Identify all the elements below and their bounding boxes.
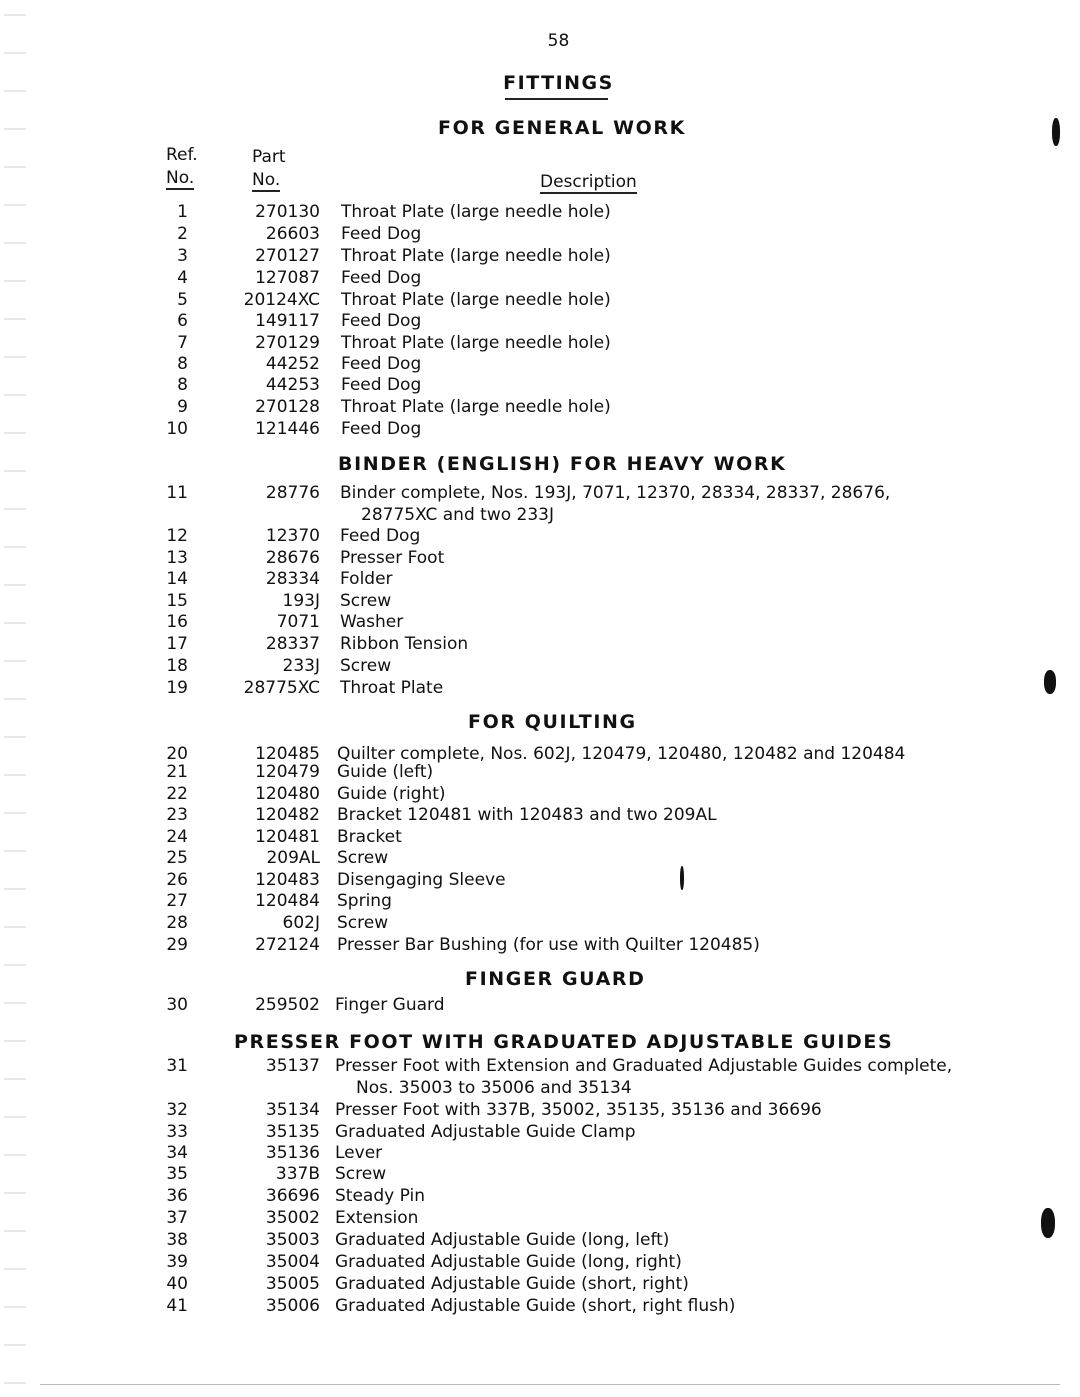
ref-number: 8: [177, 354, 188, 374]
part-description: Throat Plate (large needle hole): [341, 246, 611, 266]
part-description: Graduated Adjustable Guide (short, right): [335, 1274, 689, 1294]
ref-number: 13: [166, 548, 188, 568]
part-description: Presser Foot: [340, 548, 445, 568]
part-description: Screw: [340, 656, 392, 676]
section-heading: FINGER GUARD: [465, 968, 646, 990]
table-row: [0, 1230, 1080, 1252]
table-row-continuation: [0, 1078, 1080, 1100]
ref-number: 28: [166, 913, 188, 933]
part-description: Graduated Adjustable Guide Clamp: [335, 1122, 636, 1142]
part-description: Spring: [337, 891, 392, 911]
table-row: [0, 870, 1080, 892]
ref-number: 27: [166, 891, 188, 911]
ref-number: 9: [177, 397, 188, 417]
table-row: [0, 1100, 1080, 1122]
table-row: [0, 913, 1080, 935]
part-description-continued: 28775XC and two 233J: [361, 505, 554, 525]
part-description: Throat Plate (large needle hole): [341, 202, 611, 222]
ref-number: 26: [166, 870, 188, 890]
part-number: 120479: [255, 762, 320, 782]
part-number: 35006: [265, 1296, 320, 1316]
part-number: 35135: [265, 1122, 320, 1142]
part-number: 44252: [265, 354, 320, 374]
part-description: Throat Plate (large needle hole): [341, 397, 611, 417]
table-row: [0, 333, 1080, 355]
margin-mark: [1041, 1208, 1055, 1238]
table-row: [0, 805, 1080, 827]
ref-number: 6: [177, 311, 188, 331]
part-description: Feed Dog: [340, 526, 421, 546]
ref-number: 2: [177, 224, 188, 244]
ref-number: 39: [166, 1252, 188, 1272]
ref-number: 20: [166, 744, 188, 764]
table-row: [0, 1296, 1080, 1318]
part-number: 121446: [255, 419, 320, 439]
part-description: Presser Foot with Extension and Graduated Adjustable Guides complete,: [335, 1056, 953, 1076]
table-row: [0, 202, 1080, 224]
ref-number: 23: [166, 805, 188, 825]
table-row: [0, 1252, 1080, 1274]
ref-number: 36: [166, 1186, 188, 1206]
part-number: 270129: [255, 333, 320, 353]
ref-number: 4: [177, 268, 188, 288]
ref-number: 24: [166, 827, 188, 847]
part-description: Lever: [335, 1143, 383, 1163]
ref-number: 14: [166, 569, 188, 589]
part-description: Steady Pin: [335, 1186, 425, 1206]
table-row: [0, 548, 1080, 570]
ref-number: 41: [166, 1296, 188, 1316]
table-row: [0, 526, 1080, 548]
part-number: 259502: [255, 995, 320, 1015]
table-row: [0, 290, 1080, 312]
part-description: Bracket: [337, 827, 402, 847]
part-number: 127087: [255, 268, 320, 288]
part-description: Ribbon Tension: [340, 634, 469, 654]
ref-number: 1: [177, 202, 188, 222]
part-number: 120480: [255, 784, 320, 804]
part-description: Screw: [337, 848, 389, 868]
part-number: 120482: [255, 805, 320, 825]
part-number: 270128: [255, 397, 320, 417]
ref-number: 40: [166, 1274, 188, 1294]
table-row: [0, 784, 1080, 806]
part-number: 35137: [265, 1056, 320, 1076]
part-number: 35003: [265, 1230, 320, 1250]
table-row: [0, 848, 1080, 870]
table-row: [0, 656, 1080, 678]
part-description: Presser Bar Bushing (for use with Quilter 120485): [337, 935, 760, 955]
ref-number: 8: [177, 375, 188, 395]
table-row: [0, 268, 1080, 290]
part-description: Guide (right): [337, 784, 446, 804]
part-description-continued: Nos. 35003 to 35006 and 35134: [356, 1078, 632, 1098]
description-header: [540, 172, 637, 194]
ref-number: 3: [177, 246, 188, 266]
table-row: [0, 827, 1080, 849]
ref-number: 21: [166, 762, 188, 782]
table-row: [0, 612, 1080, 634]
part-description: Quilter complete, Nos. 602J, 120479, 120480, 120482 and 120484: [337, 744, 906, 764]
title-underline: [505, 98, 608, 100]
ref-number: 17: [166, 634, 188, 654]
part-description: Bracket 120481 with 120483 and two 209AL: [337, 805, 717, 825]
part-number: 12370: [265, 526, 320, 546]
part-number: 337B: [275, 1164, 320, 1184]
table-row: [0, 1186, 1080, 1208]
part-description: Screw: [340, 591, 392, 611]
section-heading: BINDER (ENGLISH) FOR HEAVY WORK: [338, 453, 787, 475]
part-number: 272124: [255, 935, 320, 955]
part-description: Binder complete, Nos. 193J, 7071, 12370, 28334, 28337, 28676,: [340, 483, 891, 503]
part-description: Feed Dog: [341, 311, 422, 331]
part-number: 28337: [265, 634, 320, 654]
part-number: 35005: [265, 1274, 320, 1294]
table-row: [0, 375, 1080, 397]
ref-header-line2: [166, 168, 194, 190]
part-description: Screw: [337, 913, 389, 933]
margin-mark: [1052, 118, 1060, 146]
description-header-text: Description: [540, 172, 637, 192]
table-row: [0, 354, 1080, 376]
part-number: 270130: [255, 202, 320, 222]
ref-number: 5: [177, 290, 188, 310]
part-header-line2: [252, 170, 280, 192]
ref-number: 16: [166, 612, 188, 632]
part-number: 120484: [255, 891, 320, 911]
ref-number: 18: [166, 656, 188, 676]
part-number: 44253: [265, 375, 320, 395]
part-description: Feed Dog: [341, 375, 422, 395]
ref-number: 32: [166, 1100, 188, 1120]
table-row: [0, 224, 1080, 246]
ref-number: 11: [166, 483, 188, 503]
part-description: Disengaging Sleeve: [337, 870, 506, 890]
part-header-no: No.: [252, 170, 281, 190]
table-row: [0, 591, 1080, 613]
ref-header-line1: Ref.: [166, 145, 198, 165]
part-description: Guide (left): [337, 762, 434, 782]
table-row: [0, 419, 1080, 441]
ref-number: 38: [166, 1230, 188, 1250]
part-description: Graduated Adjustable Guide (long, left): [335, 1230, 670, 1250]
part-description: Feed Dog: [341, 419, 422, 439]
section-heading: FOR GENERAL WORK: [438, 117, 686, 139]
page-title: FITTINGS: [503, 72, 614, 94]
table-row: [0, 762, 1080, 784]
part-number: 602J: [282, 913, 320, 933]
ref-number: 12: [166, 526, 188, 546]
part-number: 120483: [255, 870, 320, 890]
ref-number: 7: [177, 333, 188, 353]
part-number: 120485: [255, 744, 320, 764]
table-row: [0, 1164, 1080, 1186]
table-row: [0, 1208, 1080, 1230]
section-heading: PRESSER FOOT WITH GRADUATED ADJUSTABLE GUIDES: [234, 1031, 894, 1053]
part-description: Throat Plate (large needle hole): [341, 290, 611, 310]
part-description: Washer: [340, 612, 404, 632]
table-row: [0, 1274, 1080, 1296]
part-description: Presser Foot with 337B, 35002, 35135, 35136 and 36696: [335, 1100, 822, 1120]
table-row-continuation: [0, 505, 1080, 527]
part-number: 28676: [265, 548, 320, 568]
part-number: 35136: [265, 1143, 320, 1163]
ref-number: 25: [166, 848, 188, 868]
ref-number: 33: [166, 1122, 188, 1142]
table-row: [0, 1056, 1080, 1078]
ref-header-no: No.: [166, 168, 195, 188]
ref-number: 19: [166, 678, 188, 698]
table-row: [0, 891, 1080, 913]
part-number: 233J: [282, 656, 320, 676]
part-description: Finger Guard: [335, 995, 445, 1015]
table-row: [0, 995, 1080, 1017]
table-row: [0, 678, 1080, 700]
page-number: 58: [547, 31, 570, 51]
footer-scan-line: [40, 1384, 1060, 1385]
table-row: [0, 246, 1080, 268]
table-row: [0, 935, 1080, 957]
part-description: Folder: [340, 569, 393, 589]
part-header-line1: Part: [252, 147, 286, 167]
table-row: [0, 1122, 1080, 1144]
table-row: [0, 634, 1080, 656]
part-number: 28776: [265, 483, 320, 503]
part-description: Throat Plate (large needle hole): [341, 333, 611, 353]
ref-number: 29: [166, 935, 188, 955]
part-number: 28334: [265, 569, 320, 589]
table-row: [0, 1143, 1080, 1165]
margin-mark: [1044, 670, 1056, 694]
part-number: 28775XC: [243, 678, 320, 698]
ref-number: 15: [166, 591, 188, 611]
ref-number: 34: [166, 1143, 188, 1163]
ref-number: 37: [166, 1208, 188, 1228]
part-number: 35004: [265, 1252, 320, 1272]
part-description: Throat Plate: [340, 678, 444, 698]
part-description: Graduated Adjustable Guide (short, right flush): [335, 1296, 736, 1316]
table-row: [0, 483, 1080, 505]
table-row: [0, 569, 1080, 591]
part-description: Extension: [335, 1208, 419, 1228]
part-number: 270127: [255, 246, 320, 266]
part-number: 35002: [265, 1208, 320, 1228]
part-number: 149117: [255, 311, 320, 331]
part-description: Screw: [335, 1164, 387, 1184]
part-description: Feed Dog: [341, 354, 422, 374]
part-number: 209AL: [266, 848, 320, 868]
table-row: [0, 311, 1080, 333]
ref-number: 10: [166, 419, 188, 439]
ref-number: 30: [166, 995, 188, 1015]
part-description: Feed Dog: [341, 268, 422, 288]
part-description: Feed Dog: [341, 224, 422, 244]
part-number: 26603: [265, 224, 320, 244]
ref-number: 31: [166, 1056, 188, 1076]
stray-mark: [680, 866, 684, 890]
part-number: 193J: [282, 591, 320, 611]
ref-number: 35: [166, 1164, 188, 1184]
section-heading: FOR QUILTING: [468, 711, 637, 733]
part-number: 120481: [255, 827, 320, 847]
table-row: [0, 397, 1080, 419]
part-number: 20124XC: [243, 290, 320, 310]
part-number: 35134: [265, 1100, 320, 1120]
part-number: 7071: [276, 612, 320, 632]
part-description: Graduated Adjustable Guide (long, right): [335, 1252, 682, 1272]
ref-number: 22: [166, 784, 188, 804]
part-number: 36696: [265, 1186, 320, 1206]
